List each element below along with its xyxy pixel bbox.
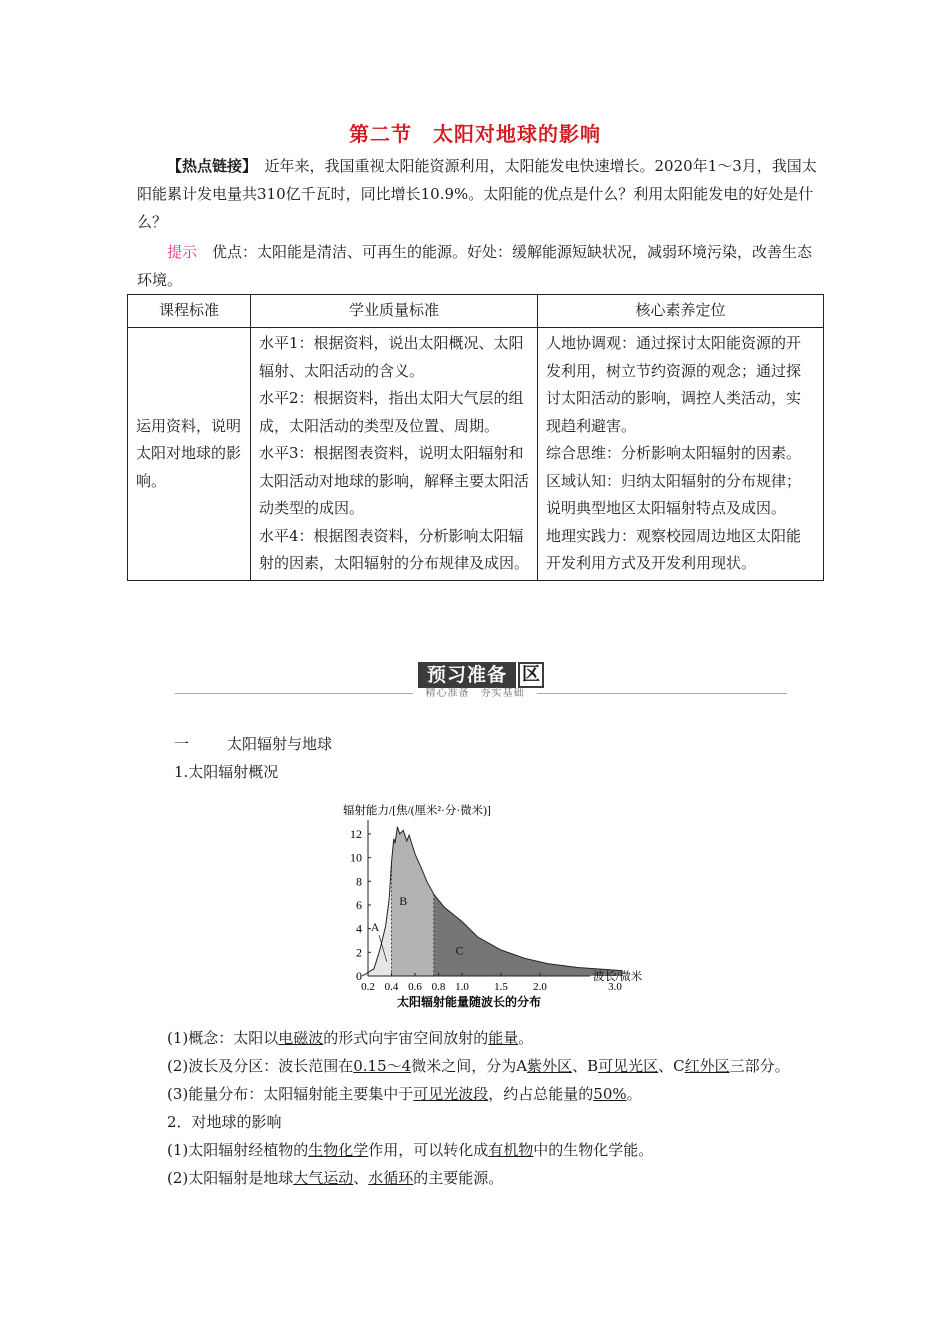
answer-water-cycle: 水循环: [368, 1169, 414, 1187]
literacy-item-4: 地理实践力：观察校园周边地区太阳能开发利用方式及开发利用现状。: [546, 526, 802, 572]
radiation-chart: [320, 792, 660, 1014]
x-tick-label: 0.6: [408, 981, 422, 993]
energy-line: [137, 1080, 827, 1108]
hotspot-text: 近年来，我国重视太阳能资源利用，太阳能发电快速增长。2020年1～3月，我国太阳能累计发电量共310亿千瓦时，同比增长10.9%。太阳能的优点是什么？利用太阳能发电的好处是什么？: [137, 157, 817, 231]
literacy-item-2: 综合思维：分析影响太阳辐射的因素。: [546, 444, 802, 462]
table-row: [128, 328, 824, 581]
impact2-text-3: 的主要能源。: [413, 1169, 504, 1187]
impact1-text-3: 中的生物化学能。: [533, 1141, 654, 1159]
x-tick-label: 3.0: [608, 981, 622, 993]
section-banner: [175, 660, 787, 702]
region-c-area: [434, 894, 623, 976]
literacy-item-1: 人地协调观：通过探讨太阳能资源的开发利用，树立节约资源的观念；通过探讨太阳活动的影响，调控人类活动，实现趋利避害。: [546, 334, 802, 435]
y-tick-label: 6: [356, 897, 362, 912]
region-c-label: C: [455, 943, 464, 958]
hint-paragraph: [137, 238, 827, 294]
radiation-notes: [137, 1024, 827, 1192]
impact1-text-1: (1)太阳辐射经植物的: [167, 1141, 309, 1159]
hint-label: 提示: [167, 243, 198, 261]
table-header-row: [128, 295, 824, 328]
wave-text-2: 微米之间，分为A: [411, 1057, 528, 1075]
quality-level-1: 水平1：根据资料，说出太阳概况、太阳辐射、太阳活动的含义。: [259, 334, 524, 380]
banner-main: 预习准备: [418, 662, 516, 688]
x-tick-label: 1.5: [494, 981, 508, 993]
quality-level-4: 水平4：根据图表资料，分析影响太阳辐射的因素，太阳辐射的分布规律及成因。: [259, 526, 530, 572]
concept-text-2: 的形式向宇宙空间放射的: [323, 1029, 489, 1047]
wave-line: [137, 1052, 827, 1080]
x-tick-label: 1.0: [455, 981, 469, 993]
subheading-2: 2．对地球的影响: [167, 1113, 282, 1131]
x-tick-label: 0.8: [431, 981, 446, 993]
chart-xlabel: 波长/微米: [593, 971, 643, 983]
region-b-label: B: [399, 893, 408, 908]
banner-subtitle: 精心准备 夯实基础: [413, 688, 537, 699]
y-tick-label: 2: [356, 945, 362, 960]
answer-energy: 能量: [488, 1029, 519, 1047]
hint-text: 优点：太阳能是清洁、可再生的能源。好处：缓解能源短缺状况，减弱环境污染，改善生态环境。: [137, 243, 813, 289]
impact2-text-1: (2)太阳辐射是地球: [167, 1169, 294, 1187]
subheading-1: 1.太阳辐射概况: [174, 763, 279, 781]
quality-level-3: 水平3：根据图表资料，说明太阳辐射和太阳活动对地球的影响，解释主要太阳活动类型的成因。: [259, 444, 530, 517]
literacy-cell: [538, 328, 824, 581]
concept-text-3: 。: [518, 1029, 534, 1047]
y-tick-label: 10: [350, 850, 362, 865]
answer-organic: 有机物: [488, 1141, 534, 1159]
wave-text-3: 、B: [572, 1057, 599, 1075]
quality-level-2: 水平2：根据资料，指出太阳大气层的组成，太阳活动的类型及位置、周期。: [259, 389, 524, 435]
section-heading: [137, 730, 827, 786]
concept-line: [137, 1024, 827, 1052]
region-b-area: [392, 827, 434, 976]
x-tick-label: 2.0: [533, 981, 547, 993]
x-tick-label: 0.2: [361, 981, 375, 993]
wave-text-1: (2)波长及分区：波长范围在: [167, 1057, 354, 1075]
impact2-text-2: 、: [353, 1169, 369, 1187]
header-course: 课程标准: [128, 295, 251, 328]
y-tick-label: 4: [356, 921, 362, 936]
header-literacy: 核心素养定位: [538, 295, 824, 328]
section-title: 太阳辐射与地球: [227, 735, 333, 753]
impact-line-2: [137, 1164, 827, 1192]
literacy-item-3: 区域认知：归纳太阳辐射的分布规律；说明典型地区太阳辐射特点及成因。: [546, 471, 802, 517]
answer-electromagnetic: 电磁波: [278, 1029, 324, 1047]
header-quality: 学业质量标准: [251, 295, 538, 328]
impact1-text-2: 作用，可以转化成: [368, 1141, 489, 1159]
energy-text-1: (3)能量分布：太阳辐射能主要集中于: [167, 1085, 414, 1103]
hotspot-label: 【热点链接】: [167, 157, 250, 175]
answer-visible: 可见光区: [598, 1057, 659, 1075]
wave-text-4: 、C: [658, 1057, 685, 1075]
concept-text-1: (1)概念：太阳以: [167, 1029, 279, 1047]
wave-text-5: 三部分。: [729, 1057, 790, 1075]
quality-standard-cell: [251, 328, 538, 581]
y-tick-label: 12: [350, 826, 362, 841]
banner-qu: 区: [518, 662, 544, 688]
answer-wave-range: 0.15～4: [353, 1057, 412, 1075]
chart-ylabel: 辐射能力/[焦/(厘米²·分·微米)]: [343, 805, 491, 817]
energy-text-2: ，约占总能量的: [488, 1085, 594, 1103]
hotspot-paragraph: [137, 152, 827, 236]
y-tick-label: 0: [356, 969, 362, 983]
impact-line-1: [137, 1136, 827, 1164]
answer-percent: 50%: [593, 1085, 627, 1103]
chart-title: 太阳辐射能量随波长的分布: [396, 995, 542, 1009]
region-a-label: A: [370, 920, 380, 935]
course-standard-cell: 运用资料，说明太阳对地球的影响。: [128, 328, 251, 581]
standards-table: [127, 294, 824, 581]
x-tick-label: 0.4: [384, 981, 399, 993]
page-title: 第二节 太阳对地球的影响: [349, 122, 601, 146]
answer-ir: 红外区: [684, 1057, 730, 1075]
y-tick-label: 8: [356, 874, 362, 889]
answer-atmosphere: 大气运动: [293, 1169, 354, 1187]
answer-visible-band: 可见光波段: [413, 1085, 489, 1103]
answer-uv: 紫外区: [527, 1057, 573, 1075]
energy-text-3: 。: [626, 1085, 642, 1103]
answer-biochem: 生物化学: [308, 1141, 369, 1159]
section-number: 一: [174, 735, 190, 753]
